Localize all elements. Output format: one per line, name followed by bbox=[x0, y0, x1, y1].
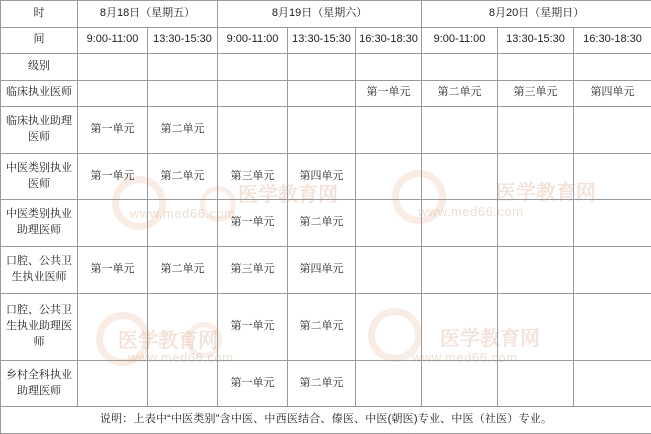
cell-4-2: 第三单元 bbox=[218, 247, 288, 294]
cell-2-6 bbox=[498, 153, 574, 200]
cell-2-5 bbox=[422, 153, 498, 200]
table-note: 说明：上表中“中医类别”含中医、中西医结合、傣医、中医(朝医)专业、中医（社医）专业。 bbox=[1, 407, 651, 434]
cell-0-1 bbox=[148, 80, 218, 107]
cell-1-6 bbox=[498, 107, 574, 154]
corner-mid-label: 间 bbox=[1, 27, 78, 54]
spacer-cell bbox=[218, 54, 288, 81]
watermark-brand: 医学教育网 bbox=[440, 328, 540, 350]
slot-header-4-text: 16:30-18:30 bbox=[359, 33, 418, 46]
watermark-url: www.med66.com bbox=[128, 350, 234, 365]
cell-0-5: 第二单元 bbox=[422, 80, 498, 107]
cell-4-5 bbox=[422, 247, 498, 294]
cell-0-4: 第一单元 bbox=[356, 80, 422, 107]
watermark-url: www.med66.com bbox=[418, 204, 524, 219]
cell-1-0: 第一单元 bbox=[78, 107, 148, 154]
slot-header-4 bbox=[356, 27, 422, 54]
cell-3-1 bbox=[148, 200, 218, 247]
slot-header-3-text: 13:30-15:30 bbox=[292, 33, 351, 46]
watermark-url: www.med66.com bbox=[130, 206, 236, 221]
cell-1-1: 第二单元 bbox=[148, 107, 218, 154]
cell-0-7: 第四单元 bbox=[574, 80, 651, 107]
cell-6-2: 第一单元 bbox=[218, 360, 288, 407]
cell-0-2 bbox=[218, 80, 288, 107]
cell-2-0: 第一单元 bbox=[78, 153, 148, 200]
day-header-1: 8月19日（星期六） bbox=[218, 1, 422, 28]
cell-0-3 bbox=[288, 80, 356, 107]
row-label-2: 中医类别执业医师 bbox=[1, 153, 78, 200]
cell-6-4 bbox=[356, 360, 422, 407]
cell-5-7 bbox=[574, 293, 651, 360]
cell-3-3: 第二单元 bbox=[288, 200, 356, 247]
spacer-cell bbox=[356, 54, 422, 81]
cell-3-4 bbox=[356, 200, 422, 247]
cell-4-7 bbox=[574, 247, 651, 294]
watermark-brand: 医学教育网 bbox=[496, 182, 596, 204]
cell-6-0 bbox=[78, 360, 148, 407]
row-label-4: 口腔、公共卫生执业医师 bbox=[1, 247, 78, 294]
watermark-url: www.med66.com bbox=[412, 350, 518, 365]
header-row-days bbox=[1, 1, 651, 28]
slot-header-1-text: 13:30-15:30 bbox=[153, 33, 212, 46]
watermark-brand: 医学教育网 bbox=[238, 184, 338, 206]
cell-5-6 bbox=[498, 293, 574, 360]
cell-1-2 bbox=[218, 107, 288, 154]
cell-4-4 bbox=[356, 247, 422, 294]
cell-6-3: 第二单元 bbox=[288, 360, 356, 407]
slot-header-0: 9:00-11:00 bbox=[78, 27, 148, 54]
corner-time-label: 时 bbox=[1, 1, 78, 28]
table-row bbox=[1, 293, 651, 360]
cell-5-5 bbox=[422, 293, 498, 360]
table-row bbox=[1, 80, 651, 107]
watermark-brand: 医学教育网 bbox=[118, 330, 218, 352]
cell-5-3: 第二单元 bbox=[288, 293, 356, 360]
cell-6-7 bbox=[574, 360, 651, 407]
cell-3-7 bbox=[574, 200, 651, 247]
cell-2-4 bbox=[356, 153, 422, 200]
row-label-3: 中医类别执业助理医师 bbox=[1, 200, 78, 247]
cell-0-6: 第三单元 bbox=[498, 80, 574, 107]
corner-level-label: 级别 bbox=[1, 54, 78, 81]
cell-5-0 bbox=[78, 293, 148, 360]
cell-4-0: 第一单元 bbox=[78, 247, 148, 294]
cell-1-5 bbox=[422, 107, 498, 154]
cell-5-4 bbox=[356, 293, 422, 360]
cell-5-2: 第一单元 bbox=[218, 293, 288, 360]
cell-2-1: 第二单元 bbox=[148, 153, 218, 200]
spacer-cell bbox=[148, 54, 218, 81]
cell-4-3: 第四单元 bbox=[288, 247, 356, 294]
cell-2-3: 第四单元 bbox=[288, 153, 356, 200]
row-label-6: 乡村全科执业助理医师 bbox=[1, 360, 78, 407]
cell-0-0 bbox=[78, 80, 148, 107]
cell-4-6 bbox=[498, 247, 574, 294]
slot-header-3 bbox=[288, 27, 356, 54]
spacer-cell bbox=[78, 54, 148, 81]
cell-2-7 bbox=[574, 153, 651, 200]
slot-header-7 bbox=[574, 27, 651, 54]
slot-header-6-text: 13:30-15:30 bbox=[506, 33, 565, 46]
row-label-5: 口腔、公共卫生执业助理医师 bbox=[1, 293, 78, 360]
note-row bbox=[1, 407, 651, 434]
row-label-0: 临床执业医师 bbox=[1, 80, 78, 107]
cell-3-6 bbox=[498, 200, 574, 247]
cell-5-1 bbox=[148, 293, 218, 360]
cell-4-1: 第二单元 bbox=[148, 247, 218, 294]
spacer-cell bbox=[574, 54, 651, 81]
cell-1-3 bbox=[288, 107, 356, 154]
cell-1-7 bbox=[574, 107, 651, 154]
table-row bbox=[1, 200, 651, 247]
table-row bbox=[1, 360, 651, 407]
spacer-cell bbox=[422, 54, 498, 81]
cell-6-5 bbox=[422, 360, 498, 407]
spacer-cell bbox=[288, 54, 356, 81]
row-label-1: 临床执业助理医师 bbox=[1, 107, 78, 154]
slot-header-1 bbox=[148, 27, 218, 54]
cell-3-5 bbox=[422, 200, 498, 247]
day-header-0: 8月18日（星期五） bbox=[78, 1, 218, 28]
cell-3-2: 第一单元 bbox=[218, 200, 288, 247]
cell-6-1 bbox=[148, 360, 218, 407]
cell-1-4 bbox=[356, 107, 422, 154]
slot-header-2: 9:00-11:00 bbox=[218, 27, 288, 54]
cell-6-6 bbox=[498, 360, 574, 407]
day-header-2: 8月20日（星期日） bbox=[422, 1, 651, 28]
cell-3-0 bbox=[78, 200, 148, 247]
slot-header-5: 9:00-11:00 bbox=[422, 27, 498, 54]
table-row bbox=[1, 153, 651, 200]
slot-header-7-text: 16:30-18:30 bbox=[583, 33, 642, 46]
table-row bbox=[1, 107, 651, 154]
cell-2-2: 第三单元 bbox=[218, 153, 288, 200]
spacer-cell bbox=[498, 54, 574, 81]
header-row-level bbox=[1, 54, 651, 81]
slot-header-6 bbox=[498, 27, 574, 54]
table-row bbox=[1, 247, 651, 294]
header-row-slots bbox=[1, 27, 651, 54]
